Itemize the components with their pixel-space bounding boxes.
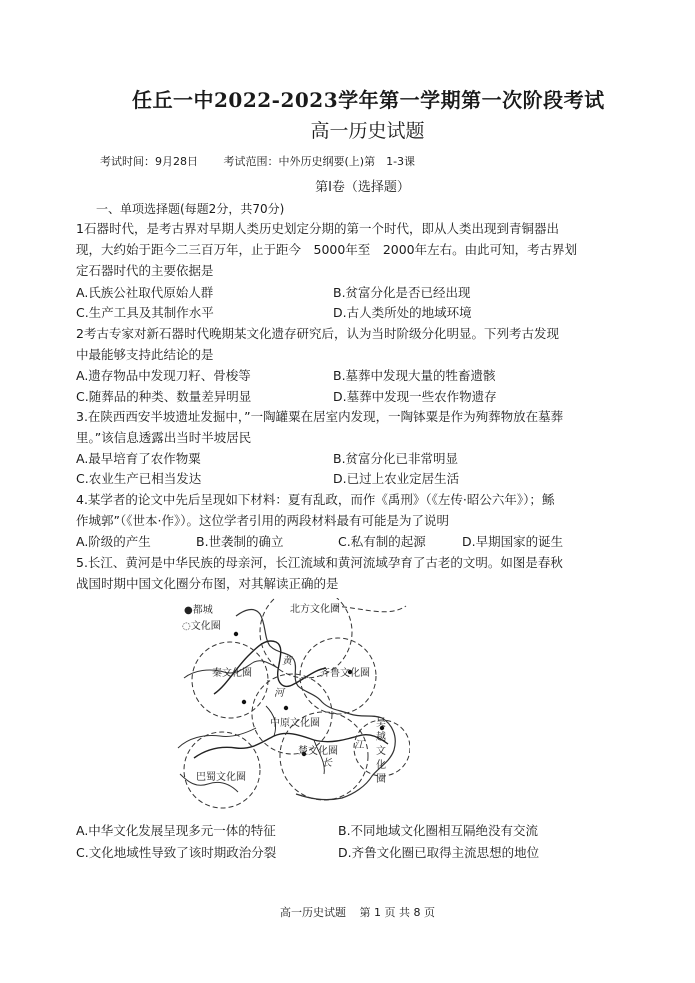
q3-option-a: A.最早培育了农作物粟 xyxy=(76,451,201,466)
q2-line-2: 中最能够支持此结论的是 xyxy=(76,347,214,362)
legend-circle: ◌文化圈 xyxy=(182,621,221,632)
exam-time: 考试时间：9月28日 xyxy=(100,155,198,168)
exam-meta xyxy=(100,153,437,169)
culture-circle-map xyxy=(174,598,410,812)
q1-line-3: 定石器时代的主要依据是 xyxy=(76,263,214,278)
q4-line-1: 4.某学者的论文中先后呈现如下材料：夏有乱政，而作《禹刑》（《左传·昭公六年》）；鲧 xyxy=(76,492,555,507)
label-wuyue-5: 圈 xyxy=(376,774,386,785)
label-bashu: 巴蜀文化圈 xyxy=(196,772,246,783)
q1-option-a: A.氏族公社取代原始人群 xyxy=(76,285,214,300)
legend-capital: ●都城 xyxy=(184,605,213,616)
q5-option-c: C.文化地域性导致了该时期政治分裂 xyxy=(76,845,277,860)
north-circle-arc xyxy=(334,606,406,612)
label-wuyue-4: 化 xyxy=(376,760,386,771)
q2-option-c: C.随葬品的种类、数量差异明显 xyxy=(76,389,252,404)
q4-option-d: D.早期国家的诞生 xyxy=(462,534,564,549)
q1-line-1: 1石器时代，是考古界对早期人类历史划定分期的第一个时代，即从人类出现到青铜器出 xyxy=(76,221,559,236)
label-river-he: 河 xyxy=(274,688,284,699)
label-qin: 秦文化圈 xyxy=(212,668,252,679)
q5-option-b: B.不同地域文化圈相互隔绝没有交流 xyxy=(338,823,539,838)
q2-option-d: D.墓葬中发现一些农作物遗存 xyxy=(333,389,497,404)
q1-option-c: C.生产工具及其制作水平 xyxy=(76,305,214,320)
label-qilu: 齐鲁文化圈 xyxy=(320,668,370,679)
q2-line-1: 2考古专家对新石器时代晚期某文化遗存研究后，认为当时阶级分化明显。下列考古发现 xyxy=(76,326,559,341)
volume-heading: 第Ⅰ卷（选择题） xyxy=(315,180,410,195)
section-heading: 一、单项选择题(每题2分，共70分) xyxy=(96,202,285,216)
q3-option-b: B.贫富分化已非常明显 xyxy=(333,451,459,466)
q5-option-d: D.齐鲁文化圈已取得主流思想的地位 xyxy=(338,845,540,860)
bashu-culture-circle xyxy=(184,732,260,808)
q2-option-a: A.遗存物品中发现刀籽、骨梭等 xyxy=(76,368,251,383)
q3-line-1: 3.在陕西西安半坡遗址发掘中，”一陶罐粟在居室内发现，一陶钵粟是作为殉葬物放在墓葬 xyxy=(76,409,564,424)
exam-subtitle: 高一历史试题 xyxy=(310,120,425,142)
q1-line-2: 现，大约始于距今二三百万年，止于距今 5000年至 2000年左右。由此可知，考古界划 xyxy=(76,242,578,257)
label-north: 北方文化圈 xyxy=(290,604,340,615)
exam-title: 任丘一中2022-2023学年第一学期第一次阶段考试 xyxy=(132,88,605,112)
q1-option-b: B.贫富分化是否已经出现 xyxy=(333,285,471,300)
capital-dot xyxy=(242,700,246,704)
q1-option-d: D.古人类所处的地域环境 xyxy=(333,305,472,320)
footer-page-number: 第 1 页 共 8 页 xyxy=(359,906,435,919)
q4-option-a: A.阶级的产生 xyxy=(76,534,151,549)
label-wuyue-3: 文 xyxy=(376,746,386,757)
label-wuyue-1: 吴 xyxy=(376,718,386,729)
q5-line-1: 5.长江、黄河是中华民族的母亲河，长江流域和黄河流域孕育了古老的文明。如图是春秋 xyxy=(76,555,563,570)
qin-culture-circle xyxy=(192,642,268,718)
q3-option-c: C.农业生产已相当发达 xyxy=(76,471,202,486)
capital-dot xyxy=(234,632,238,636)
q5-option-a: A.中华文化发展呈现多元一体的特征 xyxy=(76,823,276,838)
label-wuyue-2: 越 xyxy=(376,732,386,743)
exam-scope: 考试范围：中外历史纲要(上)第 1-3课 xyxy=(223,155,416,168)
label-river-huang: 黄 xyxy=(282,656,292,667)
capital-dot xyxy=(284,706,288,710)
map-border xyxy=(178,728,256,748)
q3-option-d: D.已过上农业定居生活 xyxy=(333,471,460,486)
q3-line-2: 里。”该信息透露出当时半坡居民 xyxy=(76,430,252,445)
page-footer xyxy=(0,904,695,920)
footer-subject: 高一历史试题 xyxy=(280,906,346,919)
q4-option-b: B.世袭制的确立 xyxy=(196,534,284,549)
label-chu: 楚文化圈 xyxy=(298,746,338,757)
q5-line-2: 战国时期中国文化圈分布图，对其解读正确的是 xyxy=(76,576,339,591)
label-zhongyuan: 中原文化圈 xyxy=(270,718,320,729)
q2-option-b: B.墓葬中发现大量的牲畜遗骸 xyxy=(333,368,496,383)
q4-option-c: C.私有制的起源 xyxy=(338,534,426,549)
q4-line-2: 作城郭”（《世本·作》）。这位学者引用的两段材料最有可能是为了说明 xyxy=(76,513,449,528)
label-river-chang: 长 xyxy=(322,758,332,769)
label-river-jiang: 江 xyxy=(354,740,364,751)
